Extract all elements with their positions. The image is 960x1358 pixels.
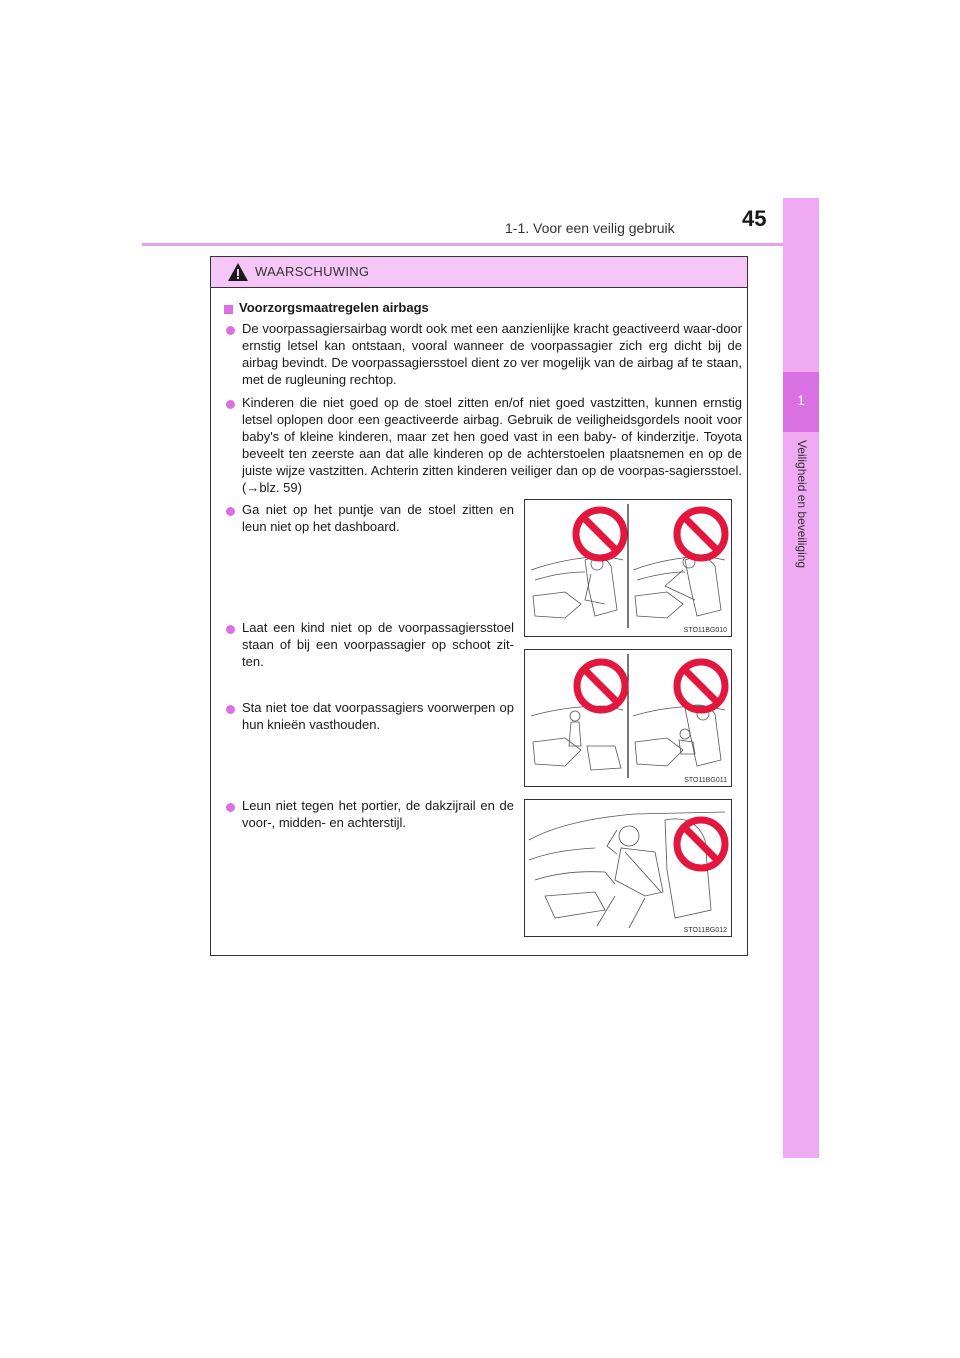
figure-leaning-door: [524, 799, 732, 937]
figure-child-standing: [524, 649, 732, 787]
paragraph-airbag-force: De voorpassagiersairbag wordt ook met een aanzienlijke kracht geactiveerd waar-door ernstig letsel kan ontstaan, vooral wanneer de voorpassagier zich erg dicht bij de airbag bevindt. De voorpassagiersstoel dient zo ver mogelijk van de airbag af te staan, met de rugleuning rechtop.: [242, 321, 742, 387]
section-title: 1-1. Voor een veilig gebruik: [505, 220, 675, 236]
warning-header: [211, 257, 747, 288]
figure-seat-edge: [524, 499, 732, 637]
chapter-title: Veiligheid en beveiliging: [795, 440, 809, 569]
warning-box: [210, 256, 748, 956]
warning-subtitle: Voorzorgsmaatregelen airbags: [239, 300, 429, 315]
paragraph-objects-on-knees: Sta niet toe dat voorpassagiers voorwerpen op hun knieën vasthouden.: [242, 700, 514, 732]
bullet-icon: [226, 400, 235, 409]
figure-code: STO11BG010: [683, 627, 727, 634]
illustration-leaning-door: [525, 800, 731, 936]
figure-code: STO11BG012: [683, 927, 727, 934]
paragraph-children: Kinderen die niet goed op de stoel zitten en/of niet goed vastzitten, kunnen ernstig letsel oplopen door een geactiveerde airbag. Gebruik de veiligheidsgordels nooit voor baby's of kleine kinderen, maar zet hen goed vast in een baby- of kinderzitje. Toyota beveelt ten zeerste aan dat alle kinderen op de achterstoelen plaatsnemen en op de juiste wijze vastzitten. Achterin zitten kinderen veiliger dan op de voorpas-sagiersstoel. (→blz. 59): [242, 395, 742, 495]
bullet-icon: [226, 507, 235, 516]
paragraph-leaning-door: Leun niet tegen het portier, de dakzijrail en de voor-, midden- en achterstijl.: [242, 798, 514, 830]
side-tab: [783, 198, 819, 1158]
chapter-number: 1: [783, 372, 819, 432]
illustration-seat-edge: [525, 500, 731, 636]
warning-triangle-icon: [227, 262, 249, 282]
figure-code: STO11BG011: [684, 777, 727, 784]
bullet-icon: [226, 326, 235, 335]
prohibition-icon: [677, 510, 725, 558]
bullet-icon: [226, 803, 235, 812]
header-rule: [142, 243, 819, 246]
warning-title: WAARSCHUWING: [255, 264, 370, 279]
prohibition-icon: [677, 662, 725, 710]
paragraph-child-standing: Laat een kind niet op de voorpassagiersstoel staan of bij een voorpassagier op schoot zit-ten.: [242, 620, 514, 669]
bullet-icon: [226, 625, 235, 634]
prohibition-icon: [576, 510, 624, 558]
square-bullet-icon: [224, 305, 233, 314]
illustration-child-standing: [525, 650, 731, 786]
page-number: 45: [742, 206, 767, 231]
paragraph-seat-edge: Ga niet op het puntje van de stoel zitten en leun niet op het dashboard.: [242, 502, 514, 534]
prohibition-icon: [677, 820, 725, 868]
prohibition-icon: [577, 662, 625, 710]
bullet-icon: [226, 705, 235, 714]
